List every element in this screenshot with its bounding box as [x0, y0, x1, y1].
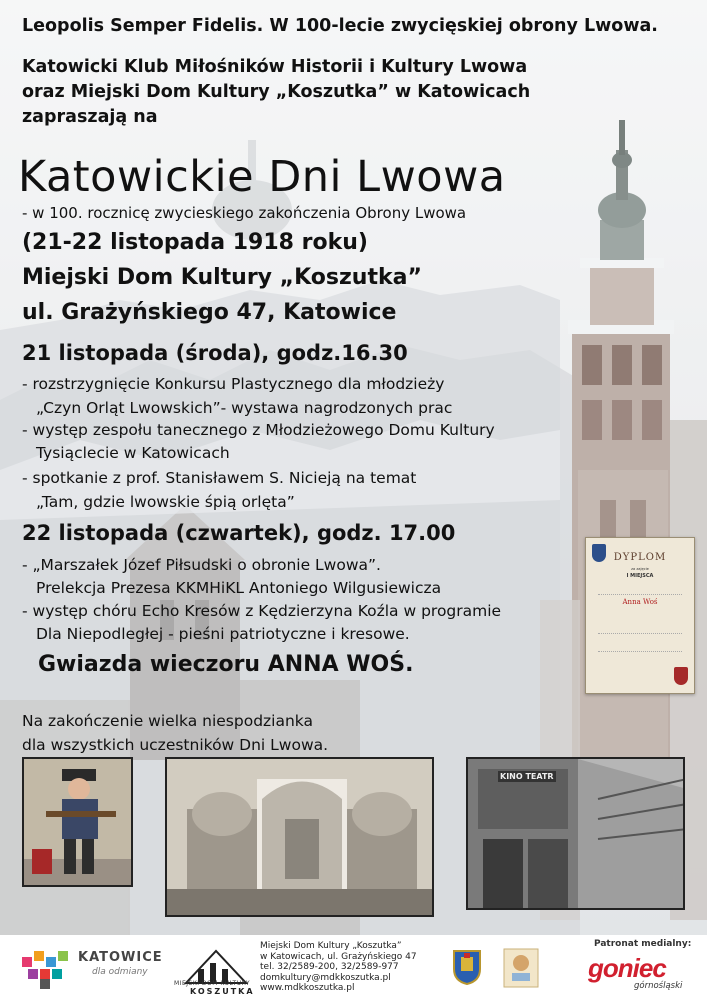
day1-item: - występ zespołu tanecznego z Młodzieżowego Domu Kultury	[22, 421, 495, 439]
day2-item: - występ chóru Echo Kresów z Kędzierzyna Koźla w programie	[22, 602, 502, 620]
mdk-line1: MIEJSKI DOM KULTURY	[174, 980, 251, 987]
header-line: Leopolis Semper Fidelis. W 100-lecie zwycięskiej obrony Lwowa.	[22, 16, 658, 36]
address-line: www.mdkkoszutka.pl	[260, 983, 355, 993]
day1-item: Tysiąclecie w Katowicach	[36, 444, 230, 462]
day1-heading: 21 listopada (środa), godz.16.30	[22, 341, 408, 365]
day2-item: - „Marszałek Józef Piłsudski o obronie Lwowa”.	[22, 556, 381, 574]
photo-boy-soldier	[22, 757, 133, 887]
address-line: w Katowicach, ul. Grażyńskiego 47	[260, 951, 417, 962]
photo-orlat-cemetery	[165, 757, 434, 917]
day2-heading: 22 listopada (czwartek), godz. 17.00	[22, 521, 456, 545]
diploma-place: I MIEJSCA	[626, 573, 654, 579]
contact-address	[260, 941, 417, 994]
media-patron-label: Patronat medialny:	[594, 939, 692, 949]
event-title: Katowickie Dni Lwowa	[18, 152, 506, 202]
organizer-line-2: oraz Miejski Dom Kultury „Koszutka” w Katowicach	[22, 82, 531, 102]
day2-item: Dla Niepodległej - pieśni patriotyczne i kresowe.	[36, 625, 410, 643]
address-line: tel. 32/2589-200, 32/2589-977	[260, 962, 399, 972]
goniec-logo: goniec	[588, 953, 666, 983]
day1-item: - spotkanie z prof. Stanisławem S. Nicieją na temat	[22, 469, 417, 487]
diploma-signature	[598, 636, 682, 652]
kino-teatr-sign: KINO TEATR	[500, 772, 554, 781]
day1-item: „Czyn Orląt Lwowskich”- wystawa nagrodzonych prac	[36, 399, 453, 417]
diploma-image	[585, 537, 695, 694]
closing-line-2: dla wszystkich uczestników Dni Lwowa.	[22, 736, 329, 754]
star-of-evening: Gwiazda wieczoru ANNA WOŚ.	[38, 652, 414, 677]
diploma-crest-left-icon	[592, 544, 606, 562]
mdk-line2: KOSZUTKA	[190, 987, 255, 996]
day2-item: Prelekcja Prezesa KKMHiKL Antoniego Wilgusiewicza	[36, 579, 442, 597]
katowice-logo-icon	[22, 951, 70, 989]
diploma-za: za zajęcie	[631, 567, 649, 571]
invite-line: zapraszają na	[22, 107, 158, 127]
diploma-crest-right-icon	[674, 667, 688, 685]
organizer-line-1: Katowicki Klub Miłośników Historii i Kultury Lwowa	[22, 57, 528, 77]
event-address: ul. Grażyńskiego 47, Katowice	[22, 300, 397, 325]
photo-kino-teatr-street	[466, 757, 685, 910]
club-emblem-icon	[502, 947, 540, 989]
lwow-coat-of-arms-icon	[452, 949, 482, 985]
footer	[0, 935, 707, 1000]
diploma-text-lines	[598, 608, 682, 634]
address-line: Miejski Dom Kultury „Koszutka”	[260, 941, 402, 951]
closing-line-1: Na zakończenie wielka niespodzianka	[22, 712, 313, 730]
event-dates: (21-22 listopada 1918 roku)	[22, 230, 368, 255]
diploma-text-lines	[598, 581, 682, 595]
address-line: domkultury@mdkkoszutka.pl	[260, 972, 391, 983]
event-subtitle: - w 100. rocznicę zwycieskiego zakończenia Obrony Lwowa	[22, 204, 467, 222]
diploma-title: DYPLOM	[613, 552, 667, 563]
goniec-subtitle: górnośląski	[634, 981, 683, 991]
event-venue: Miejski Dom Kultury „Koszutka”	[22, 265, 422, 290]
day1-item: „Tam, gdzie lwowskie śpią orlęta”	[36, 493, 295, 511]
diploma-name: Anna Woś	[622, 598, 658, 606]
day1-item: - rozstrzygnięcie Konkursu Plastycznego dla młodzieży	[22, 375, 445, 393]
katowice-name: KATOWICE	[78, 950, 163, 965]
katowice-slogan: dla odmiany	[92, 967, 148, 977]
